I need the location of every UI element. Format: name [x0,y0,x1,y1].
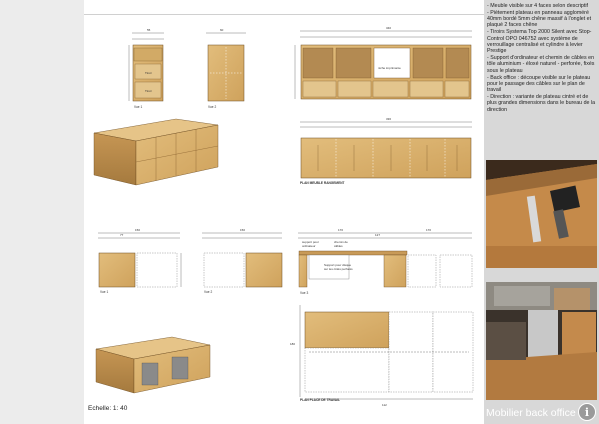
label-tiroir-2: Tiroir [145,89,152,93]
caption-plan-rangement: PLAN MEUBLE RANGEMENT [300,181,345,185]
technical-drawings [84,15,484,424]
caption-vue2-middle: Vue 2 [204,290,213,294]
spec-note-2: - Piètement plateau en panneau aggloméré 40mm bordé 5mm chêne massif à l'onglet et plaqué 2 faces chêne [487,9,592,29]
front-elevation-rangement [295,31,472,99]
caption-vue1-middle: Vue 1 [100,290,109,294]
photo-desk-cable-cutout [486,160,597,268]
caption-vue1-top: Vue 1 [134,105,143,109]
info-icon[interactable]: i [578,403,596,421]
panel-title: Mobilier back office [486,407,576,419]
left-margin [0,0,84,424]
spec-note-4: - Support d'ordinateur et chemin de câbles en tôle aluminium - éloxé naturel - perforée, fixés sous le plateau [487,55,595,74]
vue2-elevation-top [206,33,246,101]
spec-note-1: - Meuble visible sur 4 faces selon descriptif [487,3,588,9]
dim-77: 77 [120,233,124,237]
dim-55: 55 [147,28,151,32]
label-support-disque: Support pour disque sur les côtés perforés [324,263,353,271]
label-chemin-cables: chemin de câbles [334,240,348,248]
caption-plan-travail: PLAN PLACE DE TRAVAIL [300,398,340,402]
dim-60: 60 [220,28,224,32]
dim-170-b: 170 [426,228,432,232]
scale-label: Echelle: 1: 40 [88,405,128,412]
caption-vue2-top: Vue 2 [208,105,217,109]
plan-travail [300,305,473,399]
label-support-ordinateur: support pour ordinateur [302,240,319,248]
dim-127: 127 [375,233,381,237]
spec-note-3: - Tiroirs Systema Top 2000 Silent avec Stop-Control OPO 046752 avec système de verrouillage centralisé et cylindre à levier Prestige [487,29,592,55]
label-niche-imprimante: niche imprimante [378,66,401,70]
perspective-rangement [94,119,218,185]
spec-note-5: - Back office : découpe visible sur le plateau pour le passage des câbles sur le plan de travail [487,74,591,94]
dim-170: 170 [338,228,344,232]
label-tiroir-1: Tiroir [145,71,152,75]
spec-notes [487,3,597,114]
perspective-bureau [96,337,210,393]
dim-180: 180 [290,342,296,346]
photo-office-interior [486,282,597,400]
dim-340: 340 [386,26,392,30]
dim-336: 336 [386,117,392,121]
dim-150-a: 150 [135,228,141,232]
caption-vue3: Vue 3 [300,291,309,295]
dim-112: 112 [382,403,387,407]
vue2-elevation-middle [202,233,282,287]
vue1-elevation-middle [98,233,181,287]
plan-rangement [300,122,472,178]
spec-note-6: - Direction : variante de plateau cintré et de plus grandes dimensions dans le bureau de la direction [487,94,596,113]
dim-150-b: 150 [240,228,246,232]
